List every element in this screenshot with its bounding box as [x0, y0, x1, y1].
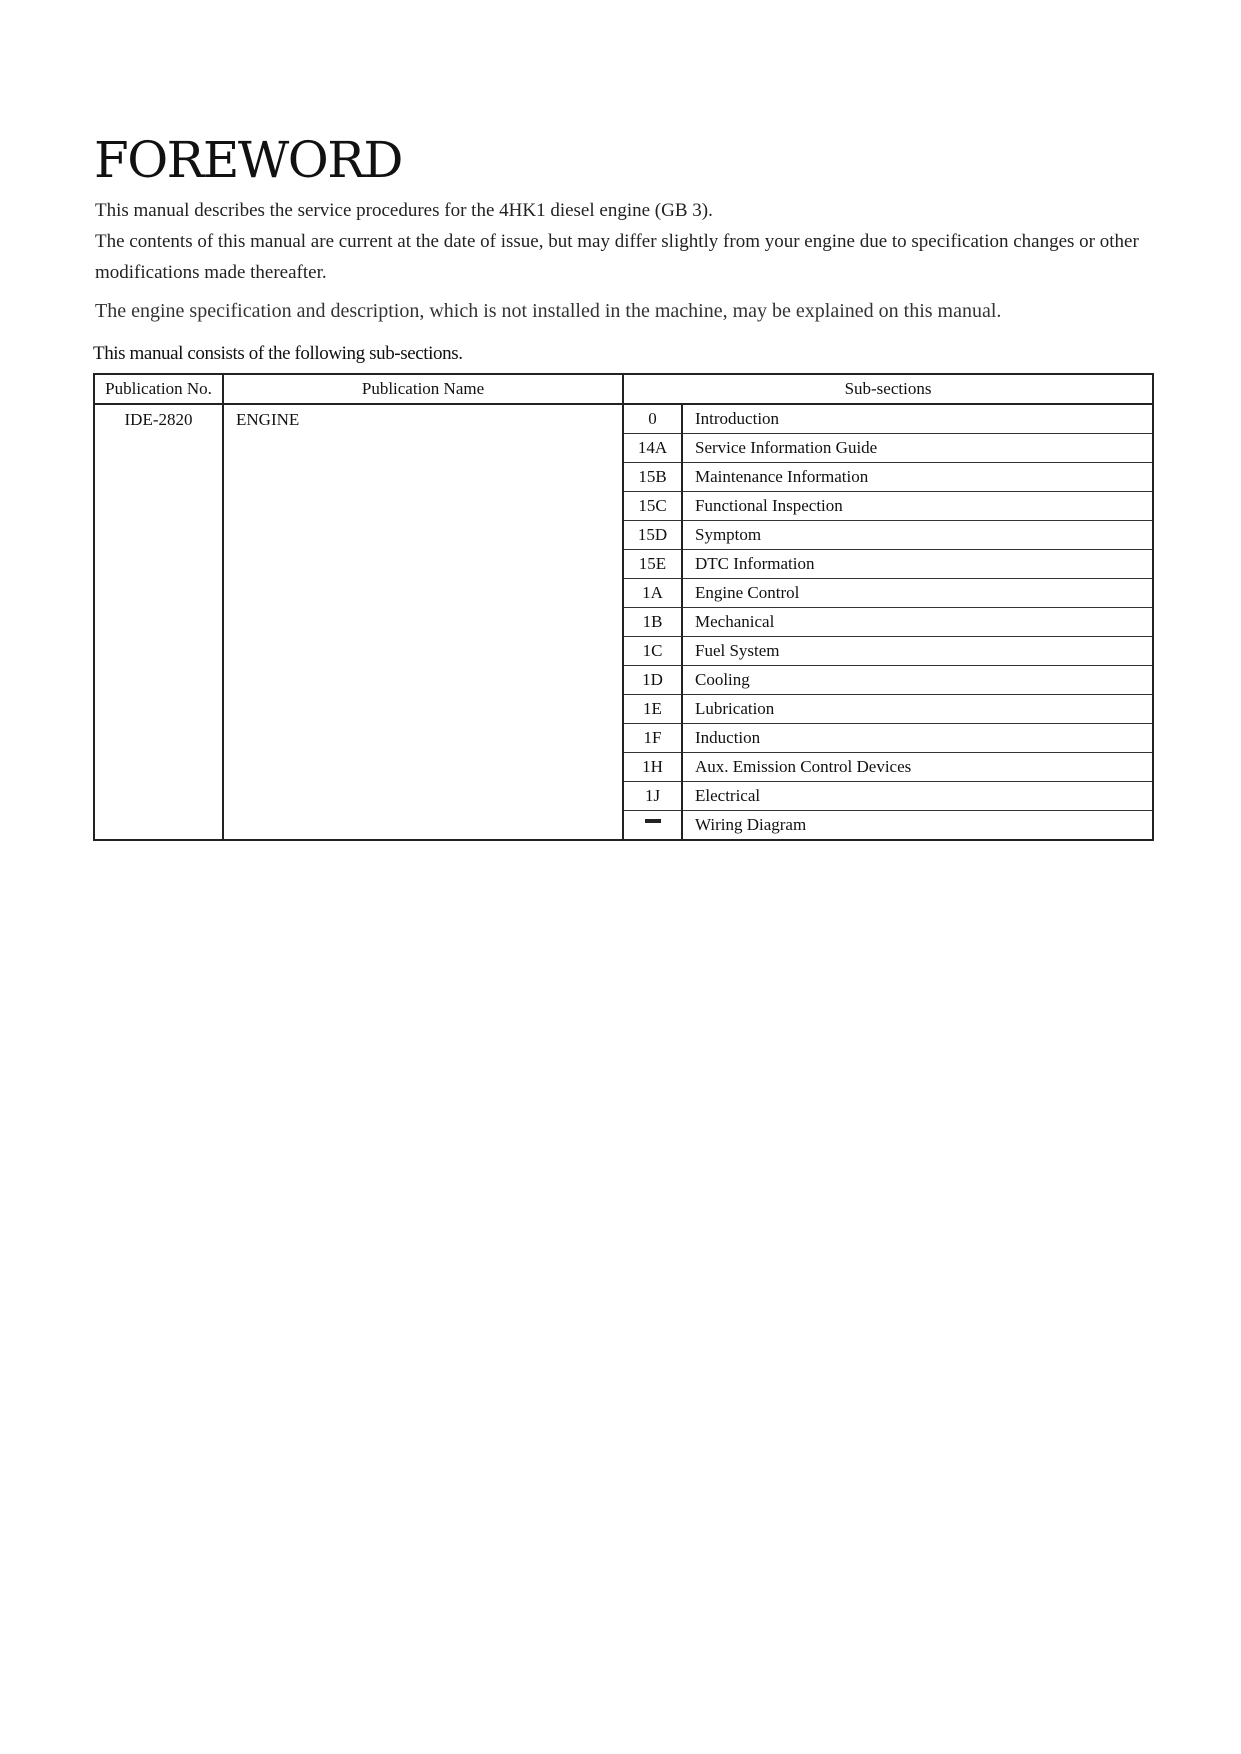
subsection-code: 15E — [623, 550, 682, 579]
subsection-code: 1D — [623, 666, 682, 695]
publication-name: ENGINE — [223, 404, 623, 840]
subsections-table — [93, 373, 1154, 841]
subsection-code: 1H — [623, 753, 682, 782]
subsection-name: Fuel System — [682, 637, 1153, 666]
subsection-name: Maintenance Information — [682, 463, 1153, 492]
subsection-code: 14A — [623, 434, 682, 463]
subsection-name: Electrical — [682, 782, 1153, 811]
subsection-code — [623, 811, 682, 841]
header-publication-no: Publication No. — [94, 374, 223, 404]
subsection-code: 15B — [623, 463, 682, 492]
subsection-code: 1F — [623, 724, 682, 753]
publication-number: IDE-2820 — [94, 404, 223, 840]
contents-paragraph: The contents of this manual are current at the date of issue, but may differ slightly from your engine due to specification changes or other modifications made thereafter. — [95, 231, 1139, 283]
subsection-code: 0 — [623, 404, 682, 434]
dash-mark-icon — [645, 819, 661, 823]
subsection-name: Mechanical — [682, 608, 1153, 637]
table-body — [94, 404, 1153, 840]
subsection-name: Functional Inspection — [682, 492, 1153, 521]
intro-paragraph: This manual describes the service procedures for the 4HK1 diesel engine (GB 3). — [95, 200, 713, 221]
subsection-name: Cooling — [682, 666, 1153, 695]
subsection-code: 1J — [623, 782, 682, 811]
specification-paragraph: The engine specification and description, which is not installed in the machine, may be explained on this manual. — [95, 300, 1002, 322]
subsection-name: Service Information Guide — [682, 434, 1153, 463]
subsection-name: Aux. Emission Control Devices — [682, 753, 1153, 782]
header-subsections: Sub-sections — [623, 374, 1153, 404]
subsection-code: 15C — [623, 492, 682, 521]
table-row — [94, 404, 1153, 434]
subsection-name: Induction — [682, 724, 1153, 753]
page-title: FOREWORD — [94, 131, 402, 189]
subsection-name: Wiring Diagram — [682, 811, 1153, 841]
subsections-intro: This manual consists of the following sub-sections. — [93, 343, 463, 364]
subsection-code: 1C — [623, 637, 682, 666]
subsection-name: DTC Information — [682, 550, 1153, 579]
subsection-code: 1A — [623, 579, 682, 608]
table-header-row — [94, 374, 1153, 404]
subsection-code: 1B — [623, 608, 682, 637]
subsection-name: Introduction — [682, 404, 1153, 434]
subsection-name: Lubrication — [682, 695, 1153, 724]
header-publication-name: Publication Name — [223, 374, 623, 404]
subsection-code: 15D — [623, 521, 682, 550]
subsection-name: Engine Control — [682, 579, 1153, 608]
subsection-name: Symptom — [682, 521, 1153, 550]
subsection-code: 1E — [623, 695, 682, 724]
